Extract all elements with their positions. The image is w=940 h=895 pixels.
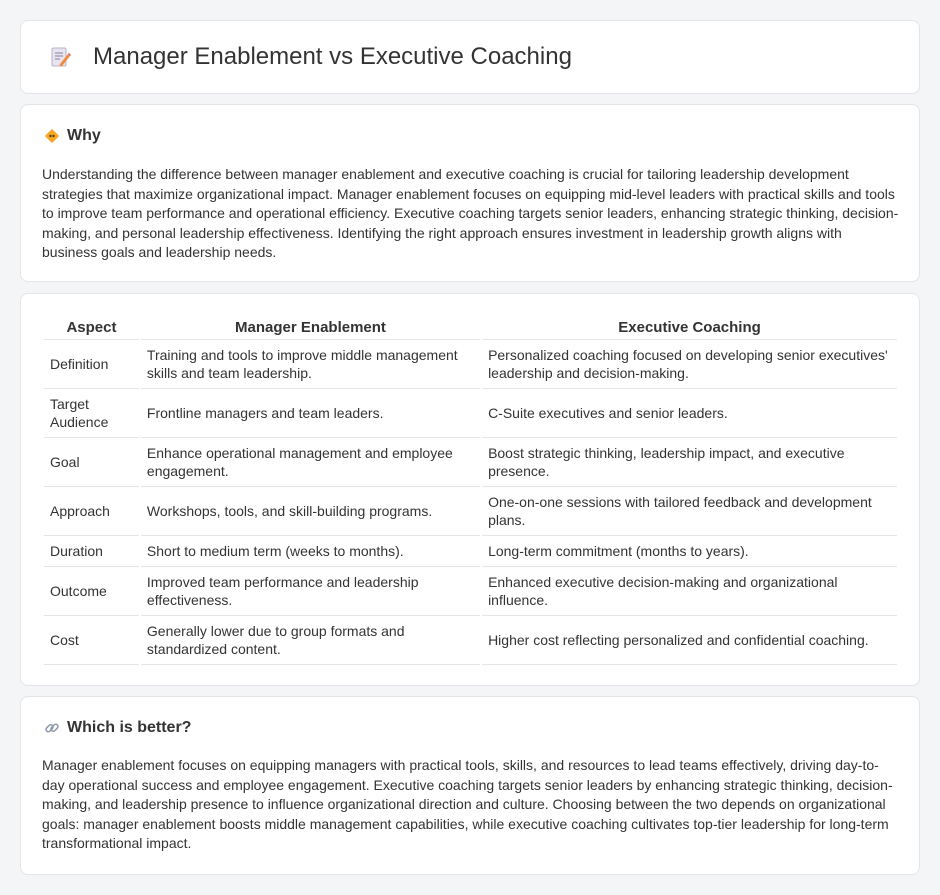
row-aspect: Goal (44, 438, 139, 487)
row-manager: Improved team performance and leadership effectiveness. (141, 567, 480, 616)
row-aspect: Approach (44, 487, 139, 536)
link-icon (43, 719, 61, 737)
comparison-table (42, 314, 899, 665)
better-heading (43, 719, 191, 737)
row-aspect: Definition (44, 340, 139, 389)
header-card (20, 20, 920, 94)
row-executive: One-on-one sessions with tailored feedback and development plans. (482, 487, 897, 536)
row-aspect: Outcome (44, 567, 139, 616)
row-executive: Boost strategic thinking, leadership impact, and executive presence. (482, 438, 897, 487)
better-title: Which is better? (67, 719, 192, 736)
row-executive: Enhanced executive decision-making and organizational influence. (482, 567, 897, 616)
why-text: Understanding the difference between manager enablement and executive coaching is crucial for tailoring leadership development strategies that maximize organizational impact. Manager enablement focuses on equipping mid-level leaders with practical skills and tools to improve team performance and operational efficiency. Executive coaching targets senior leaders, enhancing strategic thinking, decision-making, and personal leadership effectiveness. Identifying the right approach ensures investment in leadership growth aligns with business goals and leadership needs. (42, 166, 899, 260)
row-manager: Generally lower due to group formats and standardized content. (141, 616, 480, 665)
row-manager: Frontline managers and team leaders. (141, 389, 480, 438)
which-is-better-section (20, 696, 920, 875)
header-aspect: Aspect (44, 314, 139, 340)
table-row (44, 536, 897, 567)
table-row (44, 438, 897, 487)
table-header-row (44, 314, 897, 340)
row-aspect: Cost (44, 616, 139, 665)
row-manager: Workshops, tools, and skill-building programs. (141, 487, 480, 536)
row-aspect: Duration (44, 536, 139, 567)
row-executive: Higher cost reflecting personalized and confidential coaching. (482, 616, 897, 665)
comparison-section (20, 293, 920, 686)
why-title: Why (67, 127, 101, 144)
diamond-sign-icon (43, 127, 61, 145)
table-row (44, 616, 897, 665)
row-manager: Training and tools to improve middle management skills and team leadership. (141, 340, 480, 389)
why-heading (43, 127, 101, 145)
row-manager: Enhance operational management and employee engagement. (141, 438, 480, 487)
better-text: Manager enablement focuses on equipping managers with practical tools, skills, and resources to lead teams effectively, driving day-to-day operational success and employee engagement. Executive coaching targets senior leaders by enhancing strategic thinking, decision-making, and leadership presence to influence organizational direction and culture. Choosing between the two depends on organizational goals: manager enablement boosts middle management capabilities, while executive coaching cultivates top-tier leadership for long-term transformational impact. (42, 757, 893, 851)
row-executive: Personalized coaching focused on developing senior executives' leadership and decision-making. (482, 340, 897, 389)
row-executive: Long-term commitment (months to years). (482, 536, 897, 567)
row-manager: Short to medium term (weeks to months). (141, 536, 480, 567)
document-pencil-icon (47, 44, 73, 70)
table-row (44, 567, 897, 616)
table-row (44, 389, 897, 438)
row-executive: C-Suite executives and senior leaders. (482, 389, 897, 438)
row-aspect: Target Audience (44, 389, 139, 438)
header-executive-coaching: Executive Coaching (482, 314, 897, 340)
page-title: Manager Enablement vs Executive Coaching (93, 43, 572, 70)
header-manager-enablement: Manager Enablement (141, 314, 480, 340)
why-section (20, 104, 920, 282)
table-row (44, 340, 897, 389)
table-row (44, 487, 897, 536)
